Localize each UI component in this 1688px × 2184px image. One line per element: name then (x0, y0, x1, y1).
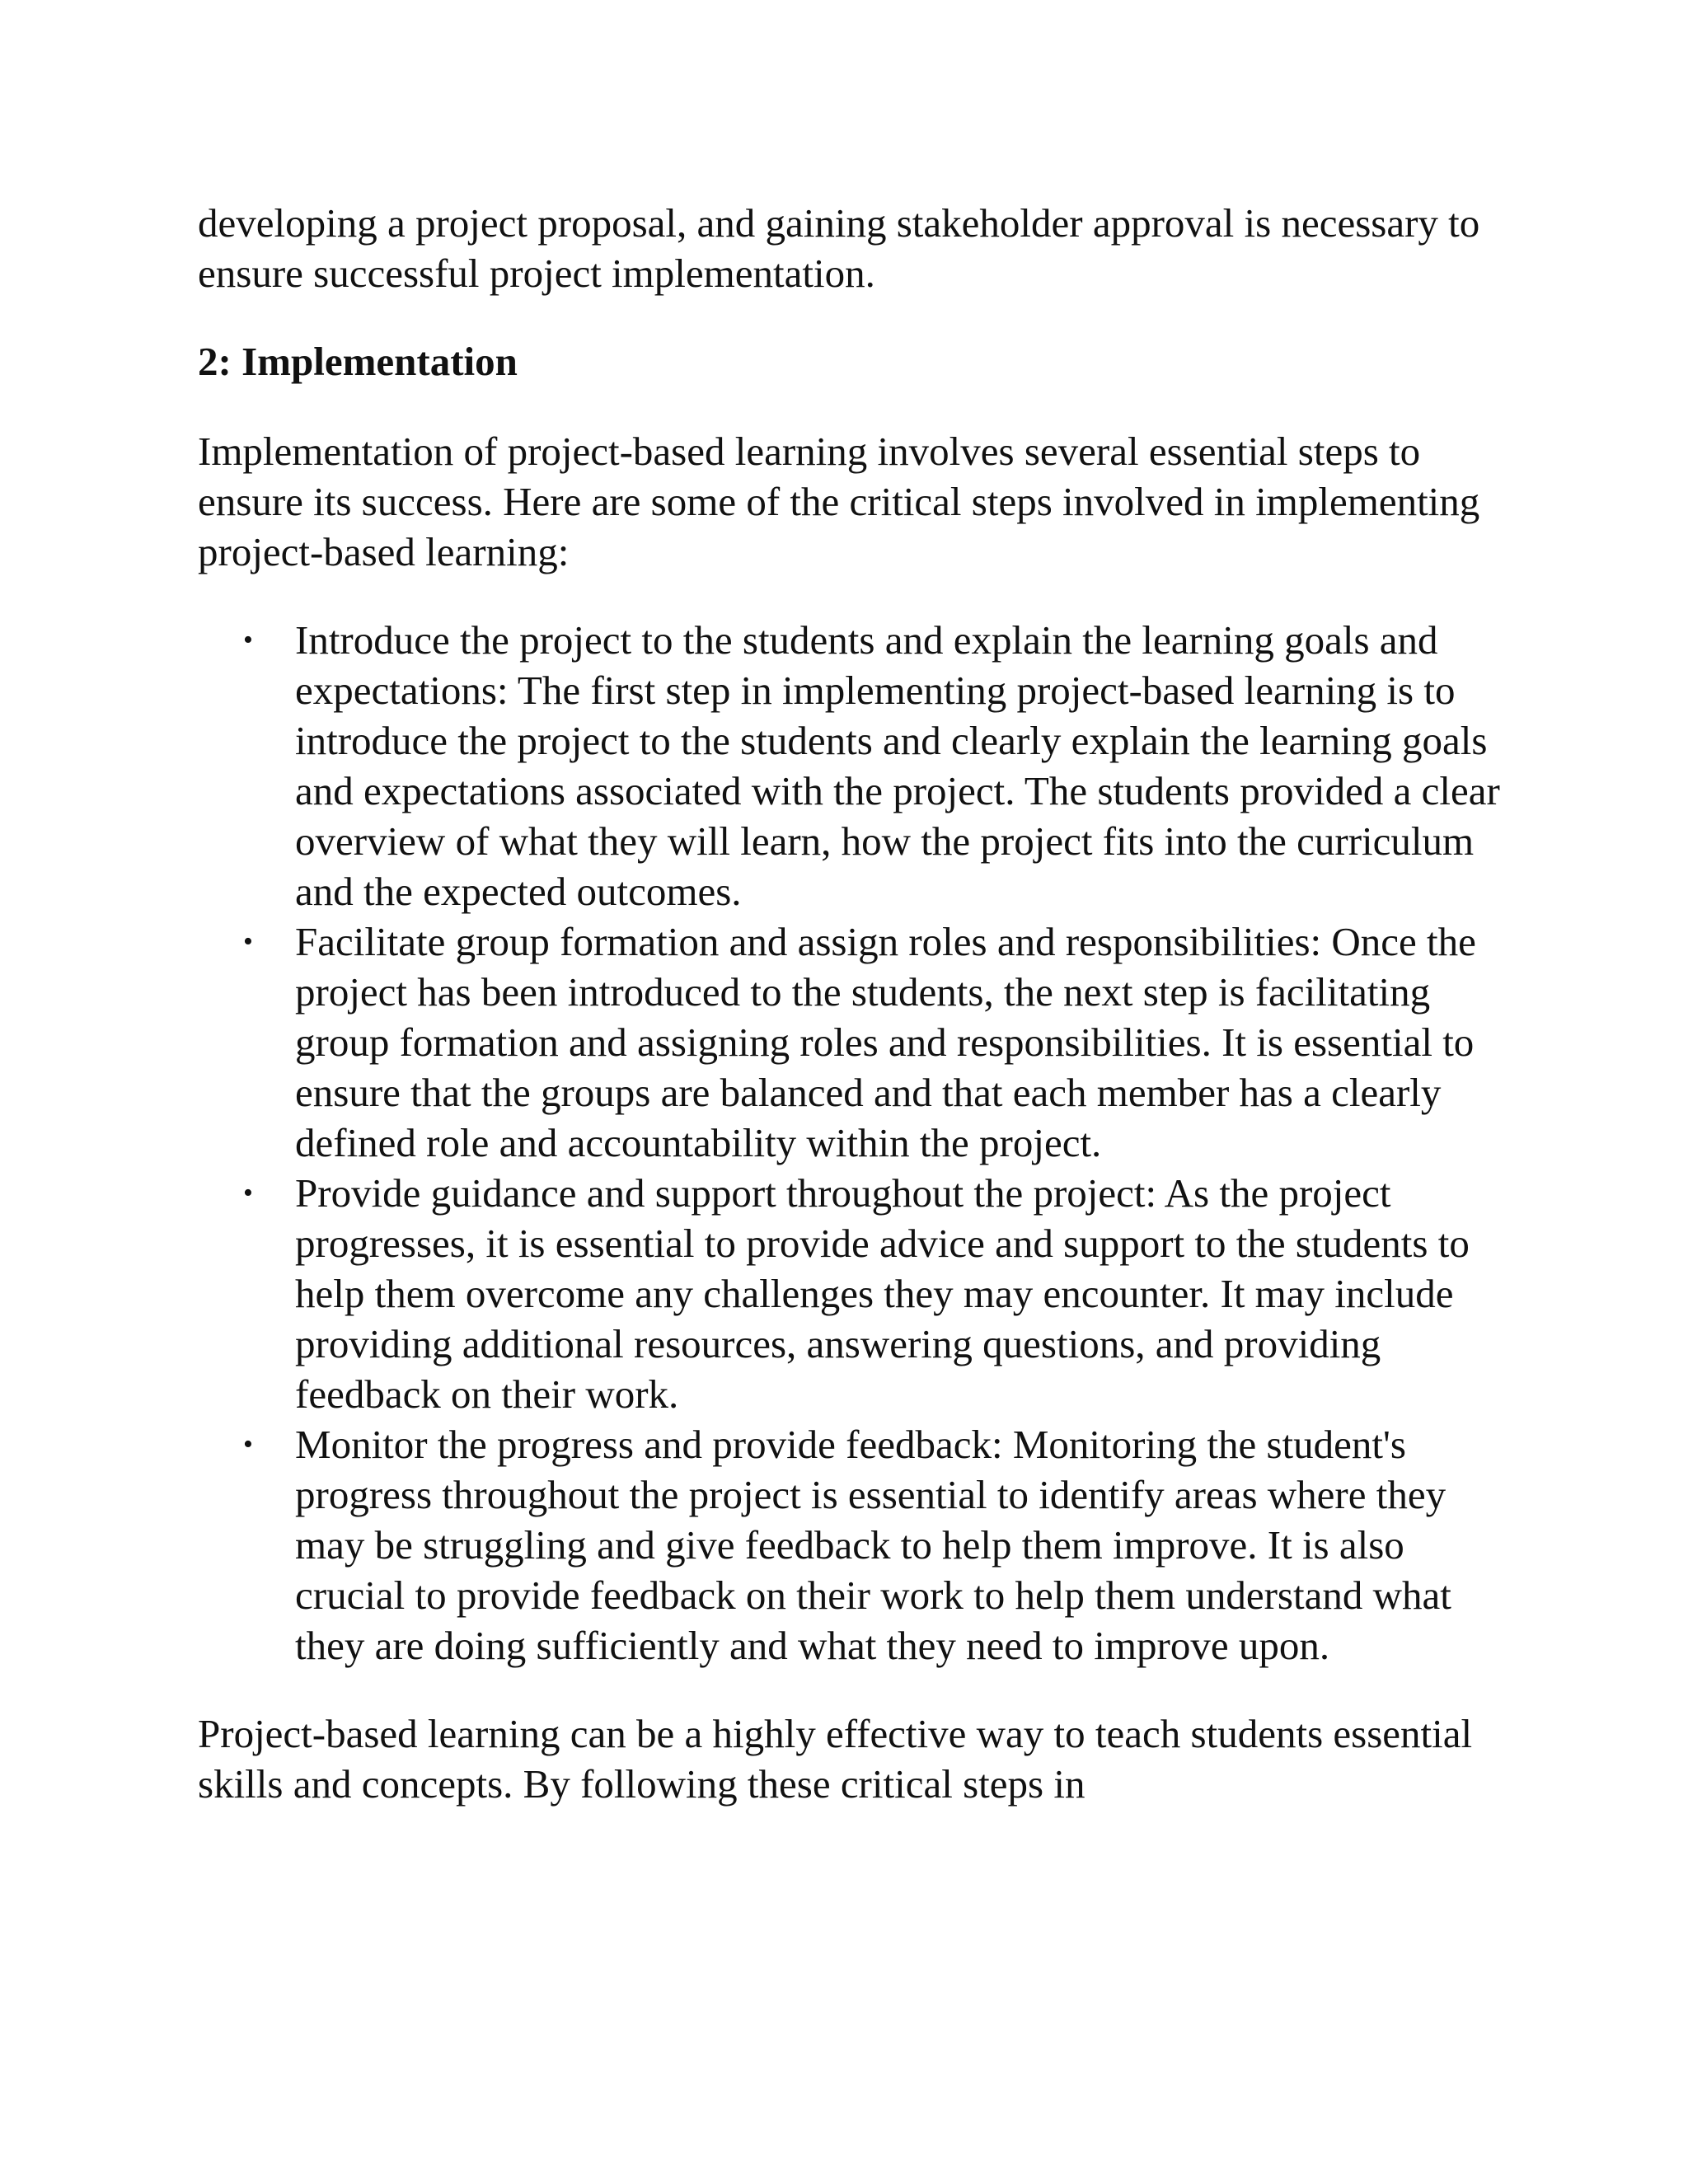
intro-paragraph: developing a project proposal, and gaining stakeholder approval is necessary to ensure successful project implementation. (198, 200, 1480, 296)
bullet-icon: • (243, 1429, 253, 1460)
list-item-text: Provide guidance and support throughout the project: As the project progresses, it is essential to provide advice and support to the students to help them overcome any challenges they may encounter. It may include providing additional resources, answering questions, and providing feedback on their work. (295, 1170, 1470, 1417)
section-heading: 2: Implementation (198, 339, 518, 384)
list-item-text: Monitor the progress and provide feedback: Monitoring the student's progress throughout the project is essential to identify areas where they may be struggling and give feedback to help them improve. It is also crucial to provide feedback on their work to help them understand what they are doing sufficiently and what they need to improve upon. (295, 1422, 1451, 1668)
lead-paragraph: Implementation of project-based learning involves several essential steps to ensure its success. Here are some of the critical steps involved in implementing project-based learning: (198, 429, 1480, 574)
list-item (198, 615, 1500, 916)
document-page (198, 198, 1500, 1809)
closing-paragraph: Project-based learning can be a highly effective way to teach students essential skills and concepts. By following these critical steps in (198, 1711, 1473, 1807)
bullet-icon: • (243, 625, 253, 655)
list-item-text: Introduce the project to the students and explain the learning goals and expectations: The first step in implementing project-based learning is to introduce the project to the students and clearly explain the learning goals and expectations associated with the project. The students provided a clear overview of what they will learn, how the project fits into the curriculum and the expected outcomes. (295, 617, 1500, 914)
list-item (198, 1168, 1500, 1419)
bullet-icon: • (243, 926, 253, 957)
list-item (198, 1419, 1500, 1671)
list-item (198, 916, 1500, 1168)
implementation-steps-list (198, 615, 1500, 1671)
bullet-icon: • (243, 1178, 253, 1208)
list-item-text: Facilitate group formation and assign roles and responsibilities: Once the project has been introduced to the students, the next step is facilitating group formation and assigning roles and responsibilities. It is essential to ensure that the groups are balanced and that each member has a clearly defined role and accountability within the project. (295, 919, 1476, 1165)
